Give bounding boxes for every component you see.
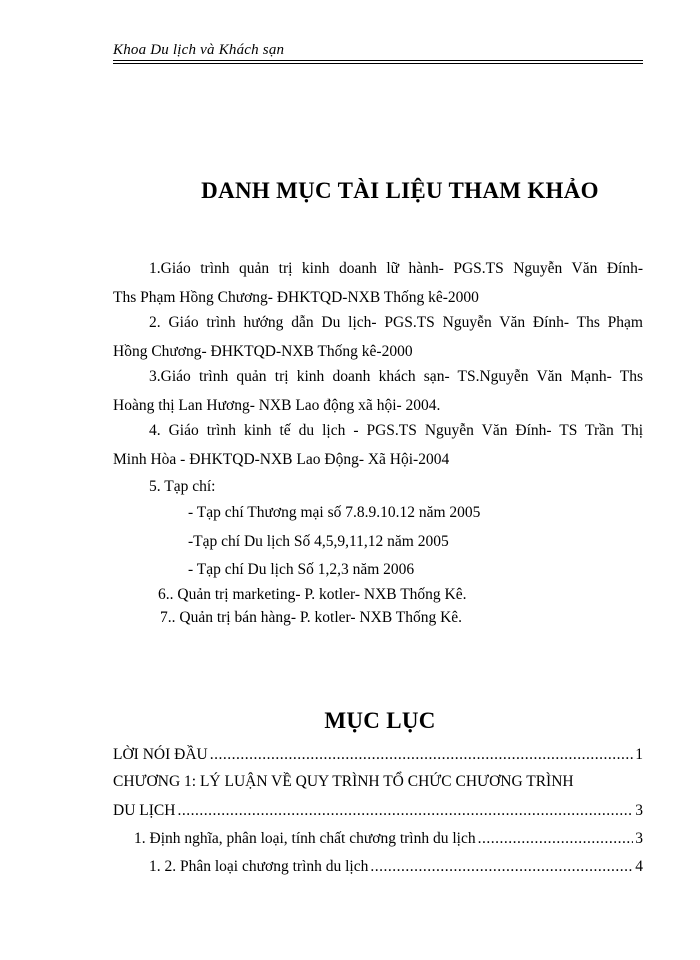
reference-line: Hồng Chương- ĐHKTQD-NXB Thống kê-2000 bbox=[113, 343, 413, 360]
reference-line: 2. Giáo trình hướng dẫn Du lịch- PGS.TS Nguyễn Văn Đính- Ths Phạm bbox=[149, 314, 643, 331]
toc-entry-label: CHƯƠNG 1: LÝ LUẬN VỀ QUY TRÌNH TỔ CHỨC CHƯƠNG TRÌNH bbox=[113, 773, 574, 790]
reference-item-2 bbox=[113, 308, 643, 366]
journal-entry: -Tạp chí Du lịch Số 4,5,9,11,12 năm 2005 bbox=[188, 533, 449, 550]
toc-title: MỤC LỤC bbox=[324, 708, 436, 733]
toc-entry bbox=[113, 796, 643, 825]
page-header bbox=[113, 41, 643, 64]
toc-leader-dots bbox=[478, 824, 634, 853]
reference-line: Ths Phạm Hồng Chương- ĐHKTQD-NXB Thống kê-2000 bbox=[113, 289, 479, 306]
toc-entry-label: LỜI NÓI ĐẦU bbox=[113, 746, 208, 763]
toc-entry-label: 1. 2. Phân loại chương trình du lịch bbox=[149, 858, 369, 875]
reference-item-6: 6.. Quản trị marketing- P. kotler- NXB Thống Kê. bbox=[158, 586, 467, 603]
reference-item-7: 7.. Quản trị bán hàng- P. kotler- NXB Thống Kê. bbox=[160, 609, 463, 626]
reference-item-3 bbox=[113, 362, 643, 420]
toc-entry bbox=[149, 852, 643, 881]
header-text: Khoa Du lịch và Khách sạn bbox=[113, 42, 285, 58]
reference-line: Minh Hòa - ĐHKTQD-NXB Lao Động- Xã Hội-2004 bbox=[113, 451, 450, 468]
toc-leader-dots bbox=[177, 796, 633, 825]
toc-entry-page: 1 bbox=[635, 746, 643, 763]
header-rule bbox=[113, 60, 643, 64]
toc-entry-page: 3 bbox=[635, 802, 643, 819]
toc-entry-label: DU LỊCH bbox=[113, 802, 176, 819]
toc-leader-dots bbox=[370, 852, 633, 881]
journal-entry: - Tạp chí Du lịch Số 1,2,3 năm 2006 bbox=[188, 561, 415, 578]
toc-entry-page: 3 bbox=[635, 830, 643, 847]
reference-item-4 bbox=[113, 416, 643, 474]
toc-entry-page: 4 bbox=[635, 858, 643, 875]
reference-line: Hoàng thị Lan Hương- NXB Lao động xã hội- 2004. bbox=[113, 397, 441, 414]
reference-line: 4. Giáo trình kinh tế du lịch - PGS.TS Nguyễn Văn Đính- TS Trần Thị bbox=[149, 422, 643, 439]
references-title: DANH MỤC TÀI LIỆU THAM KHẢO bbox=[201, 178, 599, 203]
toc-entry bbox=[113, 740, 643, 769]
reference-item-5: 5. Tạp chí: bbox=[149, 478, 216, 495]
toc-entry bbox=[134, 824, 643, 853]
reference-item-1 bbox=[113, 254, 643, 312]
journal-entry: - Tạp chí Thương mại số 7.8.9.10.12 năm 2005 bbox=[188, 504, 481, 521]
reference-line: 1.Giáo trình quản trị kinh doanh lữ hành- PGS.TS Nguyễn Văn Đính- bbox=[149, 260, 643, 277]
toc-leader-dots bbox=[210, 740, 634, 769]
reference-line: 3.Giáo trình quản trị kinh doanh khách sạn- TS.Nguyễn Văn Mạnh- Ths bbox=[149, 368, 643, 385]
toc-entry-label: 1. Định nghĩa, phân loại, tính chất chương trình du lịch bbox=[134, 830, 476, 847]
